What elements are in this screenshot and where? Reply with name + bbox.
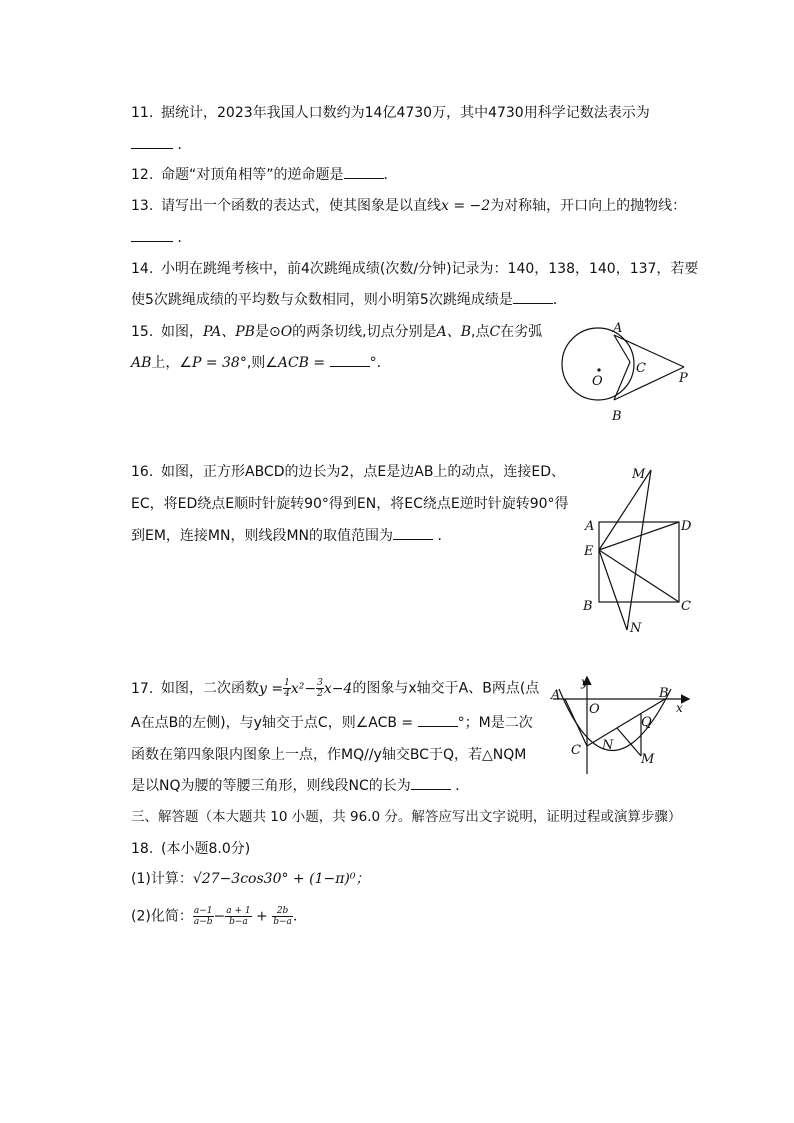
q17-text: °；M是二次 [457, 715, 533, 731]
fig16-label-c: C [681, 599, 691, 614]
q15-text: 如图， [161, 324, 203, 340]
q17-number: 17. [131, 680, 154, 697]
q13-answer-blank [131, 229, 173, 242]
fig17-label-y: y [581, 675, 588, 689]
q15-line2 [131, 354, 381, 372]
square-abcd [599, 522, 679, 602]
q18-part2-label: (2)化简： [131, 908, 193, 925]
q17-length-blank [411, 777, 451, 790]
q14-line1 [131, 260, 698, 278]
segment-en [599, 550, 627, 630]
q13-expr: x = −2 [441, 198, 491, 214]
q15-text: 在劣弧 [500, 324, 543, 340]
tangent-pb [614, 367, 684, 400]
fig15-label-b: B [612, 409, 622, 424]
q15-text: 是⊙ [254, 324, 281, 340]
q15-math: C [489, 324, 501, 340]
q13-text-b: 为对称轴，开口向上的抛物线： [490, 198, 687, 214]
fig15-label-a: A [613, 321, 623, 336]
fig17-label-a: A [551, 688, 561, 703]
q18-line1 [131, 840, 250, 858]
q12-text: 命题“对顶角相等”的逆命题是 [161, 167, 344, 183]
segment-bc [614, 362, 630, 400]
q13-end: ． [177, 230, 192, 246]
q18-part1 [131, 870, 370, 888]
tangent-pa [614, 335, 684, 367]
q15-math: ACB = [277, 355, 326, 371]
q16-line1 [131, 463, 565, 481]
fig17-label-b: B [659, 686, 669, 701]
q18-frac-1: $\frac{a-1}{a-b}$ [193, 906, 213, 927]
fig16-label-e: E [584, 544, 594, 559]
q16-line2 [131, 495, 569, 513]
fig17-label-n: N [602, 738, 614, 753]
q17-line4 [131, 777, 469, 795]
q15-text: °. [369, 355, 382, 371]
q13-line2 [131, 229, 191, 247]
q12-answer-blank [344, 166, 384, 179]
q11-number: 11. [131, 105, 154, 121]
segment-ac [565, 699, 587, 746]
q16-line3 [131, 527, 451, 545]
segment-ec [599, 550, 679, 602]
q18-part1-label: (1)计算： [131, 871, 193, 887]
q15-line1 [131, 323, 542, 341]
section-3-heading: 三、解答题（本大题共 10 小题，共 96.0 分。解答应写出文字说明，证明过程或演算步骤） [131, 809, 682, 825]
q14-text-1: 小明在跳绳考核中，前4次跳绳成绩(次数/分钟)记录为：140，138，140，137，若要 [161, 261, 699, 277]
q14-text-2: 使5次跳绳成绩的平均数与众数相同，则小明第5次跳绳成绩是 [131, 292, 513, 308]
segment-em [599, 470, 651, 550]
q11-text: 据统计，2023年我国人口数约为14亿4730万，其中4730用科学记数法表示为 [161, 105, 650, 121]
q18-frac-2: $\frac{a + 1}{b-a}$ [226, 906, 251, 927]
q14-number: 14. [131, 261, 154, 277]
fig17-label-x: x [676, 701, 683, 715]
q17-text: 如图，二次函数 [161, 680, 259, 697]
q11-end: ． [177, 137, 192, 153]
center-point [597, 368, 600, 371]
q15-number: 15. [131, 324, 154, 340]
fig15-label-o: O [592, 374, 603, 389]
q18-part1-expr: √27−3cos30° + (1−π)⁰； [192, 871, 370, 887]
q15-math: P = 38° [191, 355, 247, 371]
q15-text: 的两条切线,切点分别是 [292, 324, 437, 340]
q16-text-2: EC，将ED绕点E顺时针旋转90°得到EN，将EC绕点E逆时针旋转90°得 [131, 496, 569, 512]
q15-text: ,则∠ [246, 355, 278, 371]
q17-line2 [131, 714, 533, 732]
q12-end: ． [383, 167, 398, 183]
q15-math: AB [131, 355, 152, 371]
q17-angle-blank [418, 714, 458, 727]
fig17-label-o: O [589, 702, 600, 717]
q12-line [131, 166, 398, 184]
q17-text: 的图象与x轴交于A、B两点(点 [352, 680, 540, 697]
figure-q17 [545, 672, 695, 780]
q16-end: ． [437, 528, 452, 544]
q16-number: 16. [131, 464, 154, 480]
fig16-label-m: M [632, 467, 646, 482]
q15-math: PA、PB [203, 324, 255, 340]
q17-text: 函数在第四象限内图象上一点，作MQ//y轴交BC于Q，若△NQM [131, 747, 527, 763]
q12-number: 12. [131, 167, 154, 183]
fig17-label-q: Q [641, 715, 652, 730]
q14-answer-blank [513, 291, 553, 304]
q15-text: ,点 [471, 324, 490, 340]
segment-nm [617, 728, 641, 756]
q15-math: A、B [436, 324, 472, 340]
segment-mn [627, 470, 651, 630]
figure-q15 [558, 320, 698, 428]
fig16-label-b: B [583, 599, 593, 614]
q18-score: (本小题8.0分) [161, 841, 251, 857]
fig16-label-d: D [681, 519, 692, 534]
fig15-label-p: P [679, 371, 688, 386]
q14-line2 [131, 291, 567, 309]
q17-text: 是以NQ为腰的等腰三角形，则线段NC的长为 [131, 778, 411, 794]
q13-number: 13. [131, 198, 154, 214]
q16-text-3: 到EM，连接MN，则线段MN的取值范围为 [131, 528, 394, 544]
fig16-label-a: A [585, 519, 595, 534]
q11-line2 [131, 136, 191, 154]
q16-answer-blank [393, 527, 433, 540]
fig16-label-n: N [630, 621, 642, 636]
q13-line1 [131, 197, 686, 215]
fig15-label-c: C [636, 361, 646, 376]
q15-math: O [280, 324, 293, 340]
q17-end: ． [455, 778, 470, 794]
q17-line3 [131, 746, 526, 764]
q14-end: ． [552, 292, 567, 308]
fig17-label-c: C [571, 743, 581, 758]
q15-answer-blank [330, 354, 370, 367]
fig17-label-m: M [641, 752, 655, 767]
q17-line1 [131, 678, 539, 699]
q16-text-1: 如图，正方形ABCD的边长为2，点E是边AB上的动点，连接ED、 [161, 464, 566, 480]
q18-frac-3: $\frac{2b}{b-a}$ [273, 906, 292, 927]
q11-line1 [131, 104, 650, 122]
segment-ed [599, 522, 679, 550]
q18-number: 18. [131, 841, 154, 857]
q11-answer-blank [131, 136, 173, 149]
q17-function-expr: y = $\frac{1}{4}$ x²− $\frac{3}{2}$ x−4 [259, 678, 353, 699]
q13-text-a: 请写出一个函数的表达式，使其图象是以直线 [161, 198, 441, 214]
figure-q16 [580, 460, 700, 636]
q18-part2: (2)化简： $\frac{a-1}{a-b}$ − $\frac{a + 1}{b-a}$ + $\frac{2b}{b-a}$ . [131, 906, 298, 927]
q17-text: A在点B的左侧)，与y轴交于点C，则∠ACB = [131, 715, 414, 731]
parabola [559, 689, 671, 751]
q15-text: 上，∠ [151, 355, 192, 371]
